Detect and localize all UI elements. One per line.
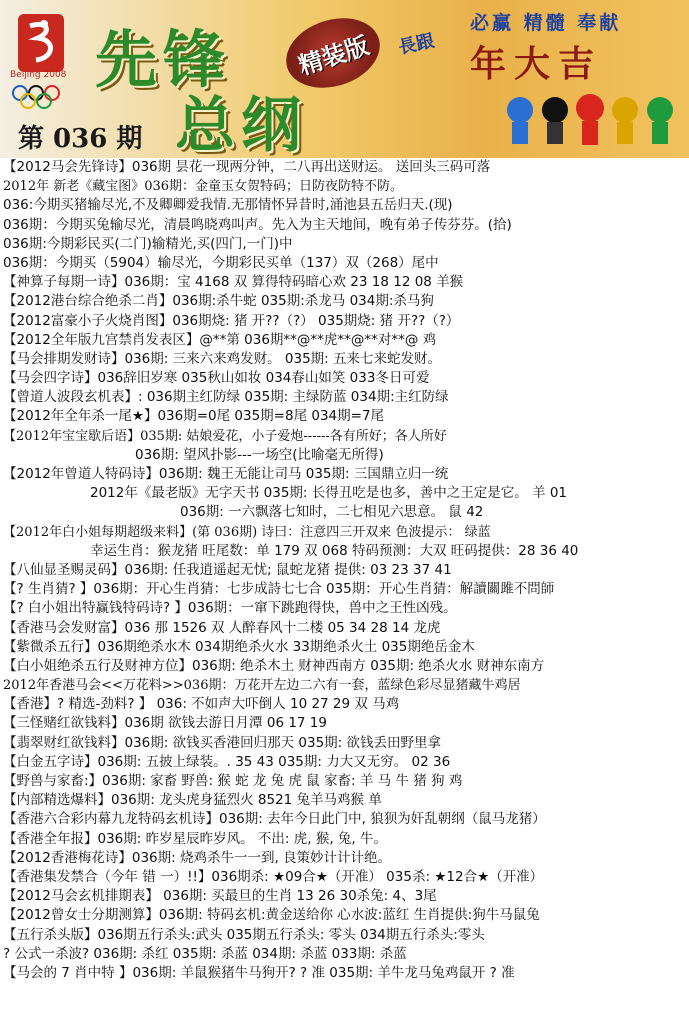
text-line: 【2012港台综合绝杀二肖】036期:杀牛蛇 035期:杀龙马 034期:杀马狗 [3, 293, 434, 310]
text-line: 【马会四字诗】036辞旧岁寒 035秋山如妆 034春山如笑 033冬日可爱 [3, 370, 430, 387]
text-line: 幸运生肖：猴龙猪 旺尾数：单 179 双 068 特码预测：大双 旺码提供：28 36 40 [90, 542, 579, 559]
text-line: 【2012香港梅花诗】036期: 烧鸡杀牛一一到, 良策妙计计计绝。 [3, 849, 392, 866]
text-line: 【香港马会发财富】036 那 1526 双 人醉春风十二楼 05 34 28 14 龙虎 [3, 619, 441, 636]
olympic-rings-icon [8, 84, 78, 110]
text-line: 【内部精选爆料】036期: 龙头虎身猛烈火 8521 兔羊马鸡猴 单 [3, 792, 382, 809]
text-line: 【马会排期发财诗】036期: 三来六来鸡发财。 035期: 五来七来蛇发财。 [3, 350, 442, 367]
slogan-year: 年大吉 [470, 44, 603, 85]
text-line: 【? 白小姐出特赢钱特码诗? 】036期：一窜下跳跑得快，兽中之王性凶残。 [3, 600, 457, 617]
text-line: 036:今期买猪输尽光,不及卿卿爱我情.无那情怀异昔时,涌池县五岳归天.(现) [3, 197, 453, 214]
text-line: 【三怪赌红欲钱料】036期 欲钱去游日月潭 06 17 19 [3, 715, 327, 732]
text-line: 【香港六合彩内幕九龙特码玄机诗】036期: 去年今日此门中, 狼狈为奸乱朝纲（鼠马龙猪） [3, 811, 546, 828]
banner-title: 先锋 [95, 23, 232, 96]
text-line: 【2012马会玄机排期表】 036期: 买最旦的生肖 13 26 30杀兔: 4、3尾 [3, 888, 437, 905]
text-line: ? 公式一杀波? 036期: 杀红 035期: 杀蓝 034期: 杀蓝 033期: 杀蓝 [3, 945, 407, 962]
text-line: 【2012年曾道人特码诗】036期: 魏王无能让司马 035期: 三国鼎立归一统 [3, 466, 449, 482]
text-line: 【野兽与家畜:】036期: 家畜 野兽: 猴 蛇 龙 兔 虎 鼠 家畜: 羊 马 牛 猪 狗 鸡 [3, 773, 463, 789]
text-line: 【2012年全年杀一尾★】036期=0尾 035期=8尾 034期=7尾 [3, 408, 385, 425]
text-line: 036期：今期买兔输尽光，清晨鸣晓鸡叫声。先入为主天地间，晚有弟子传芬芬。(拾) [3, 216, 512, 233]
text-line: 【八仙显圣赐灵码】036期: 任我逍遥起无忧; 鼠蛇龙猪 提供: 03 23 37 41 [3, 561, 452, 578]
text-line: 【2012富豪小子火烧肖图】036期烧: 猪 开??（?） 035期烧: 猪 开??（?） [3, 312, 460, 329]
text-line: 【2012年宝宝歇后语】035期: 姑娘爱花，小子爱炮------各有所好；各人所好 [3, 428, 447, 444]
slogan-follow: 長跟 [396, 30, 437, 59]
text-line: 【2012马会先锋诗】036期 昙花一现两分钟，二八再出送财运。 送回头三码可落 [3, 159, 491, 175]
header-banner [0, 0, 689, 158]
text-line: 【白小姐绝杀五行及财神方位】036期: 绝杀木土 财神西南方 035期: 绝杀火水 财神东南方 [3, 657, 545, 674]
issue-number: 第 036 期 [18, 124, 143, 154]
text-line: 2012年 新老《藏宝图》036期：金童玉女贺特码；日防夜防特不防。 [3, 179, 404, 195]
text-line: 036期：今期买（5904）输尽光，今期彩民买单（137）双（268）尾中 [3, 254, 439, 271]
beijing-label: Beijing 2008 [10, 70, 67, 80]
text-line: 【香港全年报】036期: 昨岁星辰昨岁风。 不出: 虎, 猴, 兔, 牛。 [3, 830, 387, 847]
text-line: 【神算子每期一诗】036期：宝 4168 双 算得特码暗心欢 23 18 12 08 羊猴 [3, 274, 464, 291]
text-line: 036期:今期彩民买(二门)输精光,买(四门,一门)中 [3, 235, 293, 252]
text-line: 【马会的 7 肖中特 】036期: 羊鼠猴猪牛马狗开? ? 准 035期: 羊牛龙马兔鸡鼠开 ? 准 [3, 964, 515, 981]
text-line: 【白金五字诗】036期: 五披上绿装。. 35 43 035期: 力大又无穷。 02 36 [3, 753, 451, 770]
text-line: 036期: 望风扑影---一场空(比喻毫无所得) [135, 446, 384, 463]
text-line: 【五行杀头版】036期五行杀头:武头 035期五行杀头: 零头 034期五行杀头:零头 [3, 926, 485, 943]
text-line: 【2012年白小姐每期超级来料】(第 036期) 诗曰：注意四三开双来 色波提示： 绿蓝 [3, 524, 491, 540]
text-line: 2012年《最老版》无字天书 035期: 长得丑吃是也多，善中之王定是它。 羊 01 [90, 485, 568, 502]
text-line: 036期: 一六飘落七知时，二七相见六思意。 鼠 42 [180, 504, 484, 521]
text-line: 2012年香港马会<<万花料>>036期：万花开左边二六有一套，蓝绿色彩尽显猪藏牛鸡居 [3, 678, 521, 694]
text-line: 【紫微杀五行】036期绝杀水木 034期绝杀火水 33期绝杀火土 035期绝岳金木 [3, 638, 475, 655]
text-line: 【2012全年版九宫禁肖发表区】@**第 036期**@**虎**@**对**@ 鸡 [3, 331, 437, 348]
content-list [0, 158, 689, 983]
edition-badge: 精装版 [277, 7, 389, 99]
text-line: 【? 生肖猜? 】036期：开心生肖猜：七步成詩七七合 035期：开心生肖猜：解讀關雎不問師 [3, 581, 555, 598]
text-line: 【曾道人波段玄机表】: 036期主红防绿 035期: 主绿防蓝 034期:主红防绿 [3, 389, 449, 406]
text-line: 【香港】? 精选-劲料? 】 036: 不如声大吓倒人 10 27 29 双 马鸡 [3, 696, 400, 713]
mascots-icon [500, 88, 680, 150]
banner-subtitle: 总纲 [175, 91, 307, 158]
text-line: 【香港集发禁合（今年 错 一）!!】036期杀: ★09合★（开准） 035杀: ★12合★（开准） [3, 868, 544, 885]
text-line: 【2012曾女士分期测算】036期: 特码玄机:黄金送给你 心水波:蓝红 生肖提供:狗牛马鼠兔 [3, 907, 540, 924]
slogan-top: 必赢 精髓 奉献 [470, 12, 622, 34]
text-line: 【翡翠财红欲钱料】036期: 欲钱买香港回归那天 035期: 欲钱丢田野里拿 [3, 734, 442, 751]
